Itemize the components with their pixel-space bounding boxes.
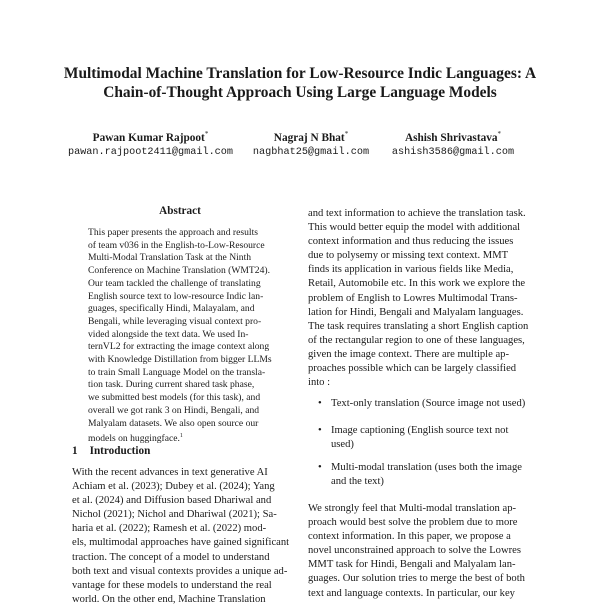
abstract-line: Malyalam datasets. We also open source our — [88, 417, 259, 429]
list-item-line: Image captioning (English source text not — [331, 425, 509, 436]
body-line: context information and thus reducing the issues — [308, 236, 514, 248]
body-line: into : — [308, 377, 331, 389]
abstract-line: of team v036 in the English-to-Low-Resource — [88, 239, 265, 251]
abstract-line: overall we got rank 3 on Hindi, Bengali, and — [88, 404, 260, 416]
author-email: nagbhat25@gmail.com — [252, 146, 370, 158]
right-column-body — [308, 207, 530, 390]
bullet-marker: • — [318, 425, 322, 436]
author-name: Ashish Shrivastava — [404, 131, 498, 144]
body-line: problem of English to Lowres Multimodal Trans- — [308, 292, 518, 304]
body-line: proaches possible which can be largely classified — [308, 363, 517, 375]
body-line: traction. The concept of a model to understand — [72, 551, 270, 563]
list-item-line: used) — [331, 439, 354, 451]
list-item-line: and the text) — [331, 476, 384, 488]
abstract-line: tion task. During current shared task phase, — [88, 379, 255, 391]
abstract-line: Our team tackled the challenge of translating — [88, 277, 261, 289]
abstract-heading: Abstract — [159, 205, 201, 217]
bullet-marker: • — [318, 462, 322, 473]
introduction-body — [72, 466, 292, 607]
author-mark: * — [344, 130, 349, 138]
section-title: Introduction — [89, 445, 151, 457]
abstract-line: This paper presents the approach and results — [88, 227, 258, 238]
body-line: text and language contexts. In particular, our key — [308, 587, 515, 599]
footnote-marker: 1 — [179, 433, 183, 440]
body-line: The task requires translating a short English caption — [308, 320, 529, 332]
author-3 — [378, 127, 528, 160]
abstract-line: Multi-Modal Translation Task at the Ninth — [88, 252, 252, 264]
body-line: and text information to achieve the translation task. — [308, 208, 526, 219]
body-line: This would better equip the model with additional — [308, 222, 521, 234]
abstract-line: Conference on Machine Translation (WMT24). — [88, 265, 270, 277]
body-line: proach would best solve the problem due to more — [308, 517, 518, 529]
body-line: guages. Our solution tries to merge the best of both — [308, 573, 525, 585]
abstract-line: we submitted best models (for this task), and — [88, 392, 261, 404]
abstract-body — [88, 227, 272, 446]
bullet-marker: • — [318, 398, 322, 409]
body-line: due to polysemy or missing text context. MMT — [308, 250, 509, 262]
list-item-line: Multi-modal translation (uses both the image — [331, 462, 522, 473]
body-line: We strongly feel that Multi-modal translation ap- — [308, 503, 517, 514]
author-name: Nagraj N Bhat — [273, 131, 345, 144]
author-email: pawan.rajpoot2411@gmail.com — [67, 146, 234, 158]
body-line: et al. (2024) and Diffusion based Dhariwal and — [72, 495, 272, 507]
body-line: of the rectangular region to one of these languages, — [308, 334, 525, 346]
body-line: world. On the other end, Machine Translation — [72, 593, 266, 605]
author-email: ashish3586@gmail.com — [391, 146, 515, 158]
author-name: Pawan Kumar Rajpoot — [92, 131, 205, 144]
paper-title — [40, 64, 560, 102]
author-1 — [63, 127, 238, 160]
body-line: Achiam et al. (2023); Dubey et al. (2024); Yang — [72, 481, 275, 493]
body-line: els, multimodal approaches have gained significant — [72, 537, 290, 549]
body-line: finds its application in various fields like Media, — [308, 264, 514, 276]
body-line: vantage for these models to understand the real — [72, 579, 272, 591]
body-line: both text and visual contexts provides a unique ad- — [72, 565, 288, 577]
list-item-line: Text-only translation (Source image not used) — [331, 398, 526, 409]
abstract-line: vided alongside the text data. We used In- — [88, 328, 249, 340]
author-2 — [236, 127, 386, 160]
author-mark: * — [204, 130, 209, 138]
body-line: Nichol (2021); Nichol and Dhariwal (2021); Sa- — [72, 509, 277, 521]
abstract-line: models on huggingface. — [88, 433, 180, 445]
right-column-body-continued — [308, 502, 530, 601]
body-line: context information. In this paper, we propose a — [308, 531, 511, 543]
abstract-line: English source text to low-resource Indic lan- — [88, 290, 264, 302]
section-number: 1 — [72, 445, 78, 457]
body-line: Retail, Automobile etc. In this work we explore the — [308, 278, 526, 290]
body-line: lation for Hindi, Bengali and Malyalam languages. — [308, 306, 524, 318]
body-line: MMT task for Hindi, Bengali and Malyalam lan- — [308, 559, 516, 571]
abstract-line: ternVL2 for extracting the image context along — [88, 341, 270, 353]
body-line: novel unconstrained approach to solve the Lowres — [308, 545, 521, 557]
abstract-line: Bengali, while leveraging visual context pro- — [88, 315, 262, 327]
body-line: haria et al. (2022); Ramesh et al. (2022) mod- — [72, 523, 267, 535]
author-mark: * — [497, 130, 502, 138]
title-line-1: Multimodal Machine Translation for Low-Resource Indic Languages: A — [63, 65, 537, 82]
abstract-line: guages, specifically Hindi, Malayalam, and — [88, 303, 255, 315]
abstract-line: with Knowledge Distillation from bigger LLMs — [88, 354, 272, 366]
title-line-2: Chain-of-Thought Approach Using Large Language Models — [103, 84, 497, 101]
abstract-line: to train Small Language Model on the transla- — [88, 366, 266, 378]
section-heading-introduction — [72, 445, 150, 457]
body-line: given the image context. There are multiple ap- — [308, 348, 510, 360]
body-line: With the recent advances in text generative AI — [72, 467, 268, 478]
